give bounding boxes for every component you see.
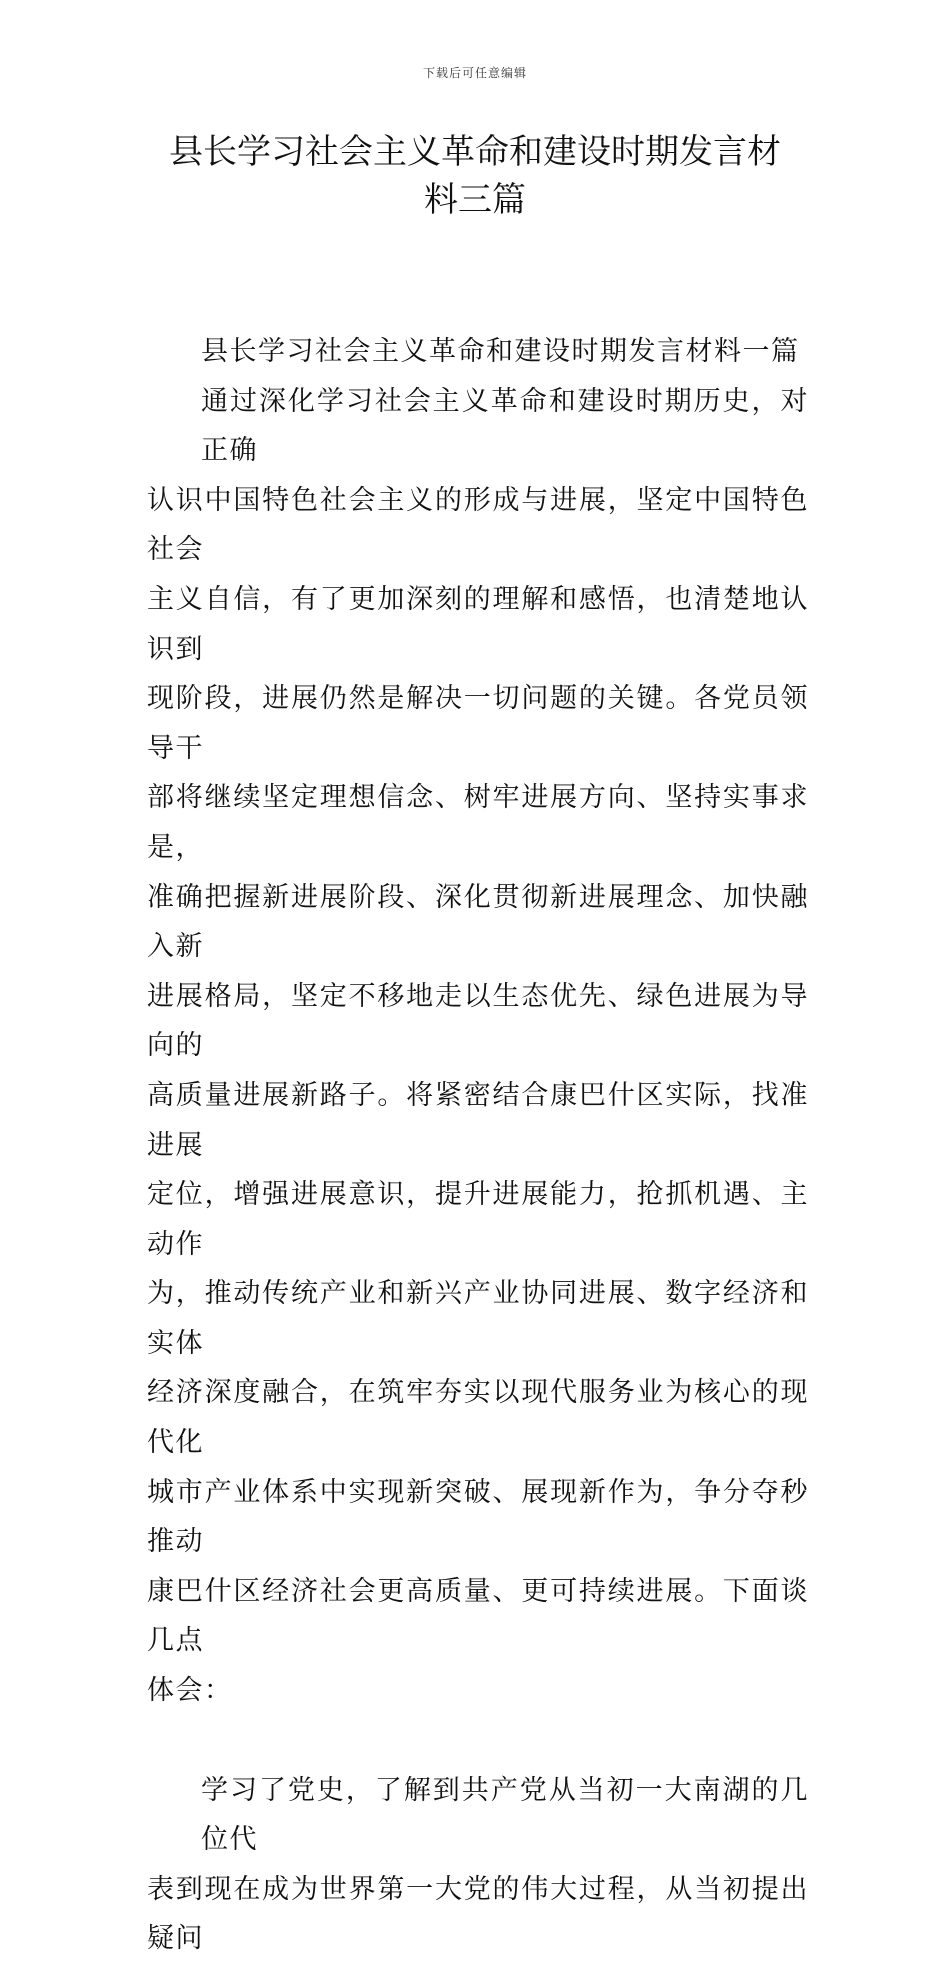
paragraph-1-line: 康巴什区经济社会更高质量、更可持续进展。下面谈几点	[147, 1575, 809, 1657]
paragraph-1-line: 准确把握新进展阶段、深化贯彻新进展理念、加快融入新	[147, 881, 809, 963]
paragraph-1-line: 部将继续坚定理想信念、树牢进展方向、坚持实事求是，	[147, 782, 809, 863]
subtitle-line: 县长学习社会主义革命和建设时期发言材料一篇	[201, 336, 800, 367]
paragraph-1-line: 主义自信，有了更加深刻的理解和感悟，也清楚地认识到	[147, 583, 809, 665]
paragraph-1-line: 进展格局，坚定不移地走以生态优先、绿色进展为导向的	[147, 980, 809, 1062]
paragraph-2-line: 表到现在成为世界第一大党的伟大过程，从当初提出疑问	[147, 1873, 809, 1955]
header-note: 下载后可任意编辑	[422, 66, 527, 80]
document-title	[150, 128, 800, 224]
paragraph-1-line: 高质量进展新路子。将紧密结合康巴什区实际，找准进展	[147, 1079, 809, 1161]
subtitle-paragraph	[147, 327, 809, 377]
paragraph-1-line: 为，推动传统产业和新兴产业协同进展、数字经济和实体	[147, 1278, 809, 1359]
paragraph-1-line: 认识中国特色社会主义的形成与进展，坚定中国特色社会	[147, 484, 809, 566]
paragraph-2-line: 学习了党史，了解到共产党从当初一大南湖的几位代	[201, 1774, 809, 1856]
paragraph-1-line: 城市产业体系中实现新突破、展现新作为，争分夺秒推动	[147, 1476, 809, 1558]
paragraph-1-line: 经济深度融合，在筑牢夯实以现代服务业为核心的现代化	[147, 1377, 809, 1459]
paragraph-gap	[147, 1716, 809, 1766]
paragraph-1-line: 体会：	[147, 1675, 233, 1707]
title-line-1: 县长学习社会主义革命和建设时期发言材	[169, 132, 781, 172]
paragraph-1	[147, 377, 809, 1716]
title-line-2: 料三篇	[424, 180, 526, 220]
paragraph-1-line: 现阶段，进展仍然是解决一切问题的关键。各党员领导干	[147, 683, 809, 764]
paragraph-2	[147, 1766, 809, 1964]
paragraph-1-line: 定位，增强进展意识，提升进展能力，抢抓机遇、主动作	[147, 1179, 809, 1260]
document-body	[147, 327, 809, 1964]
paragraph-1-line: 通过深化学习社会主义革命和建设时期历史，对正确	[201, 385, 809, 467]
